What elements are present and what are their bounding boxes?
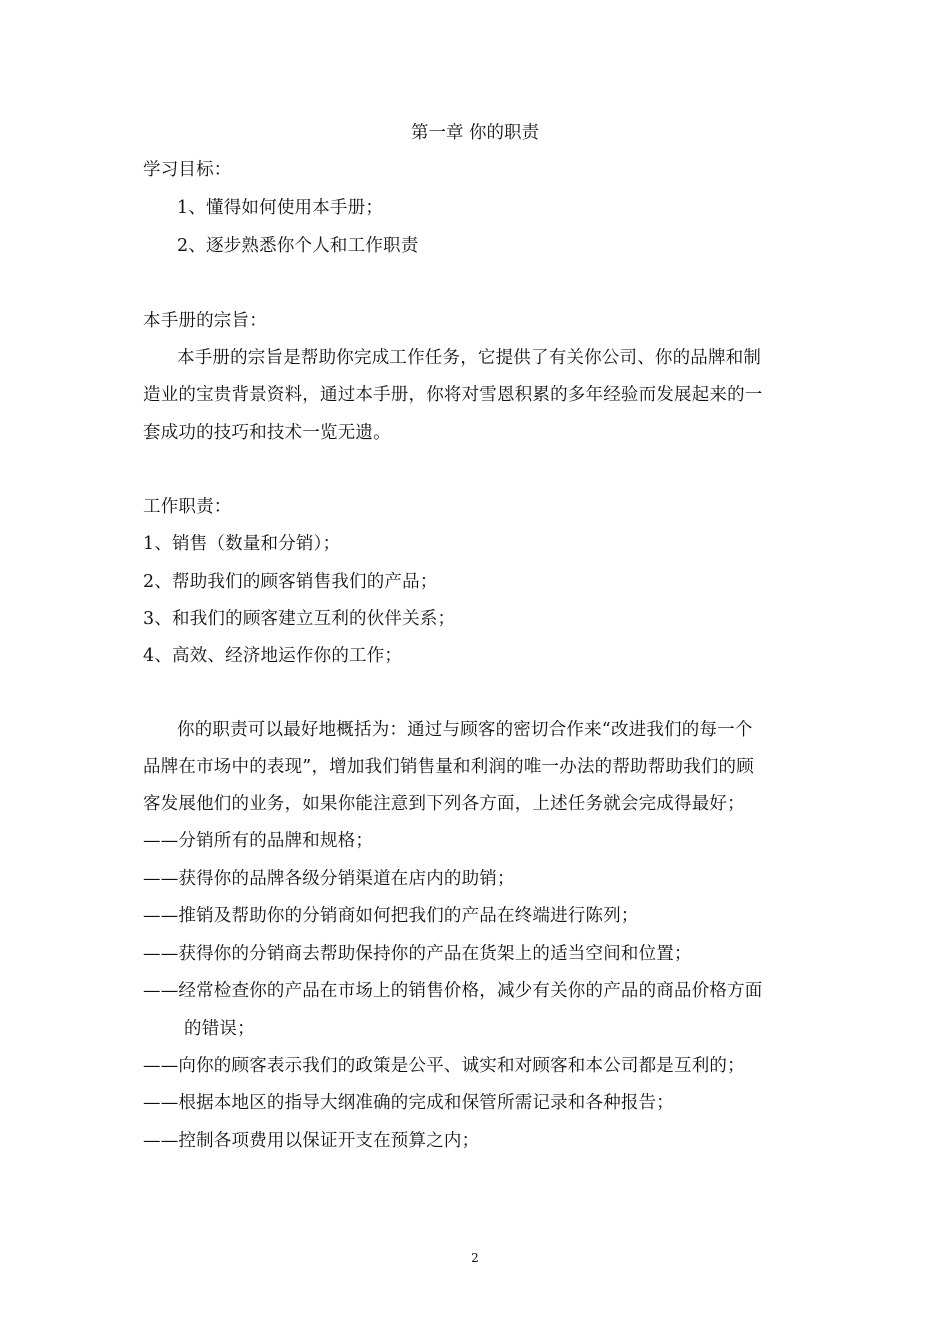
objective-item: 2、逐步熟悉你个人和工作职责 (177, 236, 419, 256)
summary-bullet: ——向你的顾客表示我们的政策是公平、诚实和对顾客和本公司都是互利的； (143, 1056, 745, 1076)
summary-bullet: ——分销所有的品牌和规格； (143, 831, 374, 851)
page-number: 2 (471, 1251, 479, 1265)
duty-item: 4、高效、经济地运作你的工作； (143, 646, 403, 666)
duties-heading: 工作职责： (143, 497, 232, 517)
purpose-paragraph-line: 造业的宝贵背景资料，通过本手册，你将对雪恩积累的多年经验而发展起来的一 (143, 385, 763, 405)
summary-bullet: ——控制各项费用以保证开支在预算之内； (143, 1131, 480, 1151)
summary-bullet: ——获得你的品牌各级分销渠道在店内的助销； (143, 869, 515, 889)
purpose-heading: 本手册的宗旨： (143, 311, 267, 331)
summary-bullet: ——经常检查你的产品在市场上的销售价格，减少有关你的产品的商品价格方面 (143, 981, 763, 1001)
objectives-heading: 学习目标： (143, 160, 232, 180)
summary-bullet: ——根据本地区的指导大纲准确的完成和保管所需记录和各种报告； (143, 1093, 674, 1113)
purpose-paragraph-line: 套成功的技巧和技术一览无遗。 (143, 423, 391, 443)
chapter-title: 第一章 你的职责 (410, 123, 540, 143)
summary-paragraph-line: 客发展他们的业务，如果你能注意到下列各方面，上述任务就会完成得最好； (143, 794, 745, 814)
summary-paragraph-line: 品牌在市场中的表现”，增加我们销售量和利润的唯一办法的帮助帮助我们的顾 (143, 757, 754, 777)
duty-item: 3、和我们的顾客建立互利的伙伴关系； (143, 609, 456, 629)
summary-bullet-continuation: 的错误； (184, 1019, 255, 1039)
summary-bullet: ——获得你的分销商去帮助保持你的产品在货架上的适当空间和位置； (143, 944, 692, 964)
objective-item: 1、懂得如何使用本手册； (177, 198, 384, 218)
purpose-paragraph-line: 本手册的宗旨是帮助你完成工作任务，它提供了有关你公司、你的品牌和制 (177, 348, 762, 368)
duty-item: 2、帮助我们的顾客销售我们的产品； (143, 572, 438, 592)
summary-bullet: ——推销及帮助你的分销商如何把我们的产品在终端进行陈列； (143, 906, 639, 926)
summary-paragraph-line: 你的职责可以最好地概括为：通过与顾客的密切合作来“改进我们的每一个 (177, 720, 753, 740)
duty-item: 1、销售（数量和分销）； (143, 534, 341, 554)
